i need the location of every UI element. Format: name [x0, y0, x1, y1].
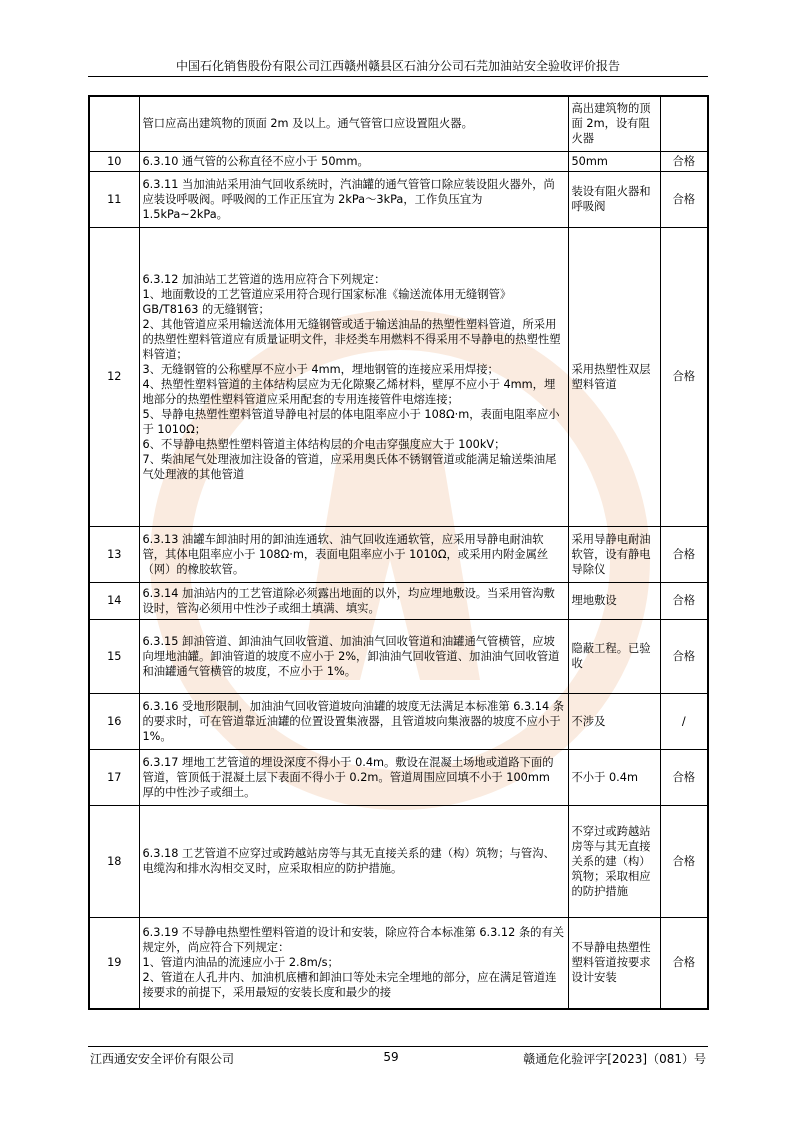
requirement-line: 3、无缝钢管的公称壁厚不应小于 4mm，埋地钢管的连接应采用焊接；	[142, 362, 499, 376]
row-number: 17	[89, 749, 139, 805]
row-number: 15	[89, 619, 139, 693]
requirement-line: 6.3.13 油罐车卸油时用的卸油连通软、油气回收连通软管，应采用导静电耐油软管，其体电阻率应小于 108Ω·m，表面电阻率应小于 1010Ω，或采用内附金属丝（网）的橡胶软管。	[142, 532, 549, 576]
table-row	[89, 96, 708, 151]
result-cell: 合格	[660, 749, 708, 805]
actual-condition-cell: 50mm	[568, 151, 660, 171]
table-row	[89, 619, 708, 693]
requirement-cell	[139, 693, 568, 749]
result-cell	[660, 96, 708, 151]
requirement-line: 管口应高出建筑物的顶面 2m 及以上。通气管管口应设置阻火器。	[142, 117, 473, 131]
actual-condition-cell: 装设有阻火器和呼吸阀	[568, 171, 660, 227]
actual-condition-cell: 采用导静电耐油软管，设有静电导除仪	[568, 526, 660, 582]
result-cell: 合格	[660, 526, 708, 582]
actual-condition-cell: 不导静电热塑性塑料管道按要求设计安装	[568, 917, 660, 1009]
requirement-line: 7、柴油尾气处理液加注设备的管道，应采用奥氏体不锈钢管道或能满足输送柴油尾气处理液的其他管道	[142, 452, 557, 481]
requirement-line: 6.3.10 通气管的公称直径不应小于 50mm。	[142, 154, 369, 168]
requirement-line: 4、热塑性塑料管道的主体结构层应为无化隙聚乙烯材料，壁厚不应小于 4mm，埋地部分的热塑性塑料管道应采用配套的专用连接管件电熔连接；	[142, 377, 556, 406]
actual-condition-cell: 采用热塑性双层塑料管道	[568, 227, 660, 526]
actual-condition-cell: 不穿过或跨越站房等与其无直接关系的建（构）筑物；采取相应的防护措施	[568, 805, 660, 917]
requirement-cell	[139, 526, 568, 582]
header-rule	[88, 76, 708, 77]
row-number: 16	[89, 693, 139, 749]
table-body	[89, 96, 708, 1009]
table-row	[89, 227, 708, 526]
table-row	[89, 171, 708, 227]
row-number: 10	[89, 151, 139, 171]
actual-condition-cell: 埋地敷设	[568, 582, 660, 619]
requirement-cell	[139, 227, 568, 526]
requirement-line: 6.3.15 卸油管道、卸油油气回收管道、加油油气回收管道和油罐通气管横管，应坡向埋地油罐。卸油管道的坡度不应小于 2%，卸油油气回收管道、加油油气回收管道和油罐通气管横管的坡度，不应小于 1%。	[142, 634, 560, 678]
requirement-line: 6.3.16 受地形限制，加油油气回收管道坡向油罐的坡度无法满足本标准第 6.3.14 条的要求时，可在管道靠近油罐的位置设置集液器，且管道坡向集液器的坡度不应小于 1%。	[142, 699, 565, 743]
requirement-cell	[139, 805, 568, 917]
requirement-cell	[139, 96, 568, 151]
row-number: 13	[89, 526, 139, 582]
requirement-line: 6.3.18 工艺管道不应穿过或跨越站房等与其无直接关系的建（构）筑物；与管沟、电缆沟和排水沟相交叉时，应采取相应的防护措施。	[142, 847, 555, 875]
table-row	[89, 917, 708, 1009]
page-header: 中国石化销售股份有限公司江西赣州赣县区石油分公司石芫加油站安全验收评价报告	[175, 59, 620, 73]
table-row	[89, 749, 708, 805]
requirement-line: 6.3.14 加油站内的工艺管道除必须露出地面的以外，均应埋地敷设。当采用管沟敷设时，管沟必须用中性沙子或细土填满、填实。	[142, 586, 555, 615]
result-cell: 合格	[660, 151, 708, 171]
requirement-cell	[139, 619, 568, 693]
row-number: 14	[89, 582, 139, 619]
requirement-cell	[139, 582, 568, 619]
requirement-line: 1、管道内油品的流速应小于 2.8m/s；	[142, 956, 339, 970]
result-cell: /	[660, 693, 708, 749]
report-code: 赣通危化验评字[2023]（081）号	[523, 1052, 706, 1066]
row-number: 11	[89, 171, 139, 227]
requirement-line: 1、地面敷设的工艺管道应采用符合现行国家标准《输送流体用无缝钢管》GB/T8163 的无缝钢管；	[142, 287, 512, 316]
requirement-line: 6、不导静电热塑性塑料管道主体结构层的介电击穿强度应大于 100kV；	[142, 437, 506, 451]
requirement-line: 2、管道在人孔井内、加油机底槽和卸油口等处未完全埋地的部分，应在满足管道连接要求的前提下，采用最短的安装长度和最少的接	[142, 971, 557, 1000]
result-cell: 合格	[660, 619, 708, 693]
footer-company: 江西通安安全评价有限公司	[90, 1052, 235, 1066]
requirement-line: 6.3.19 不导静电热塑性塑料管道的设计和安装，除应符合本标准第 6.3.12 条的有关规定外，尚应符合下列规定：	[142, 926, 565, 955]
table-row	[89, 151, 708, 171]
row-number	[89, 96, 139, 151]
table-row	[89, 693, 708, 749]
requirement-cell	[139, 151, 568, 171]
result-cell: 合格	[660, 227, 708, 526]
requirement-line: 6.3.11 当加油站采用油气回收系统时，汽油罐的通气管管口除应装设阻火器外，尚应装设呼吸阀。呼吸阀的工作正压宜为 2kPa～3kPa，工作负压宜为 1.5kPa~2kPa。	[142, 177, 555, 221]
actual-condition-cell: 不涉及	[568, 693, 660, 749]
result-cell: 合格	[660, 582, 708, 619]
actual-condition-cell: 高出建筑物的顶面 2m，设有阻火器	[568, 96, 660, 151]
checklist-table	[88, 95, 709, 1010]
result-cell: 合格	[660, 171, 708, 227]
requirement-cell	[139, 917, 568, 1009]
requirement-line: 6.3.12 加油站工艺管道的选用应符合下列规定：	[142, 272, 386, 286]
requirement-line: 5、导静电热塑性塑料管道导静电衬层的体电阻率应小于 108Ω·m，表面电阻率应小于 1010Ω；	[142, 407, 560, 436]
actual-condition-cell: 隐蔽工程。已验收	[568, 619, 660, 693]
row-number: 12	[89, 227, 139, 526]
requirement-cell	[139, 749, 568, 805]
result-cell: 合格	[660, 805, 708, 917]
row-number: 18	[89, 805, 139, 917]
table-row	[89, 526, 708, 582]
requirement-line: 2、其他管道应采用输送流体用无缝钢管或适于输送油品的热塑性塑料管道，所采用的热塑性塑料管道应有质量证明文件，非烃类车用燃料不得采用不导静电的热塑性塑料管道；	[142, 317, 561, 361]
table-row	[89, 582, 708, 619]
result-cell: 合格	[660, 917, 708, 1009]
page-number: 59	[383, 1050, 399, 1064]
row-number: 19	[89, 917, 139, 1009]
actual-condition-cell: 不小于 0.4m	[568, 749, 660, 805]
requirement-cell	[139, 171, 568, 227]
footer-rule	[88, 1046, 708, 1047]
table-row	[89, 805, 708, 917]
requirement-line: 6.3.17 埋地工艺管道的埋设深度不得小于 0.4m。敷设在混凝土场地或道路下面的管道，管顶低于混凝土层下表面不得小于 0.2m。管道周围应回填不小于 100mm 厚的中性沙子或细土。	[142, 755, 554, 799]
